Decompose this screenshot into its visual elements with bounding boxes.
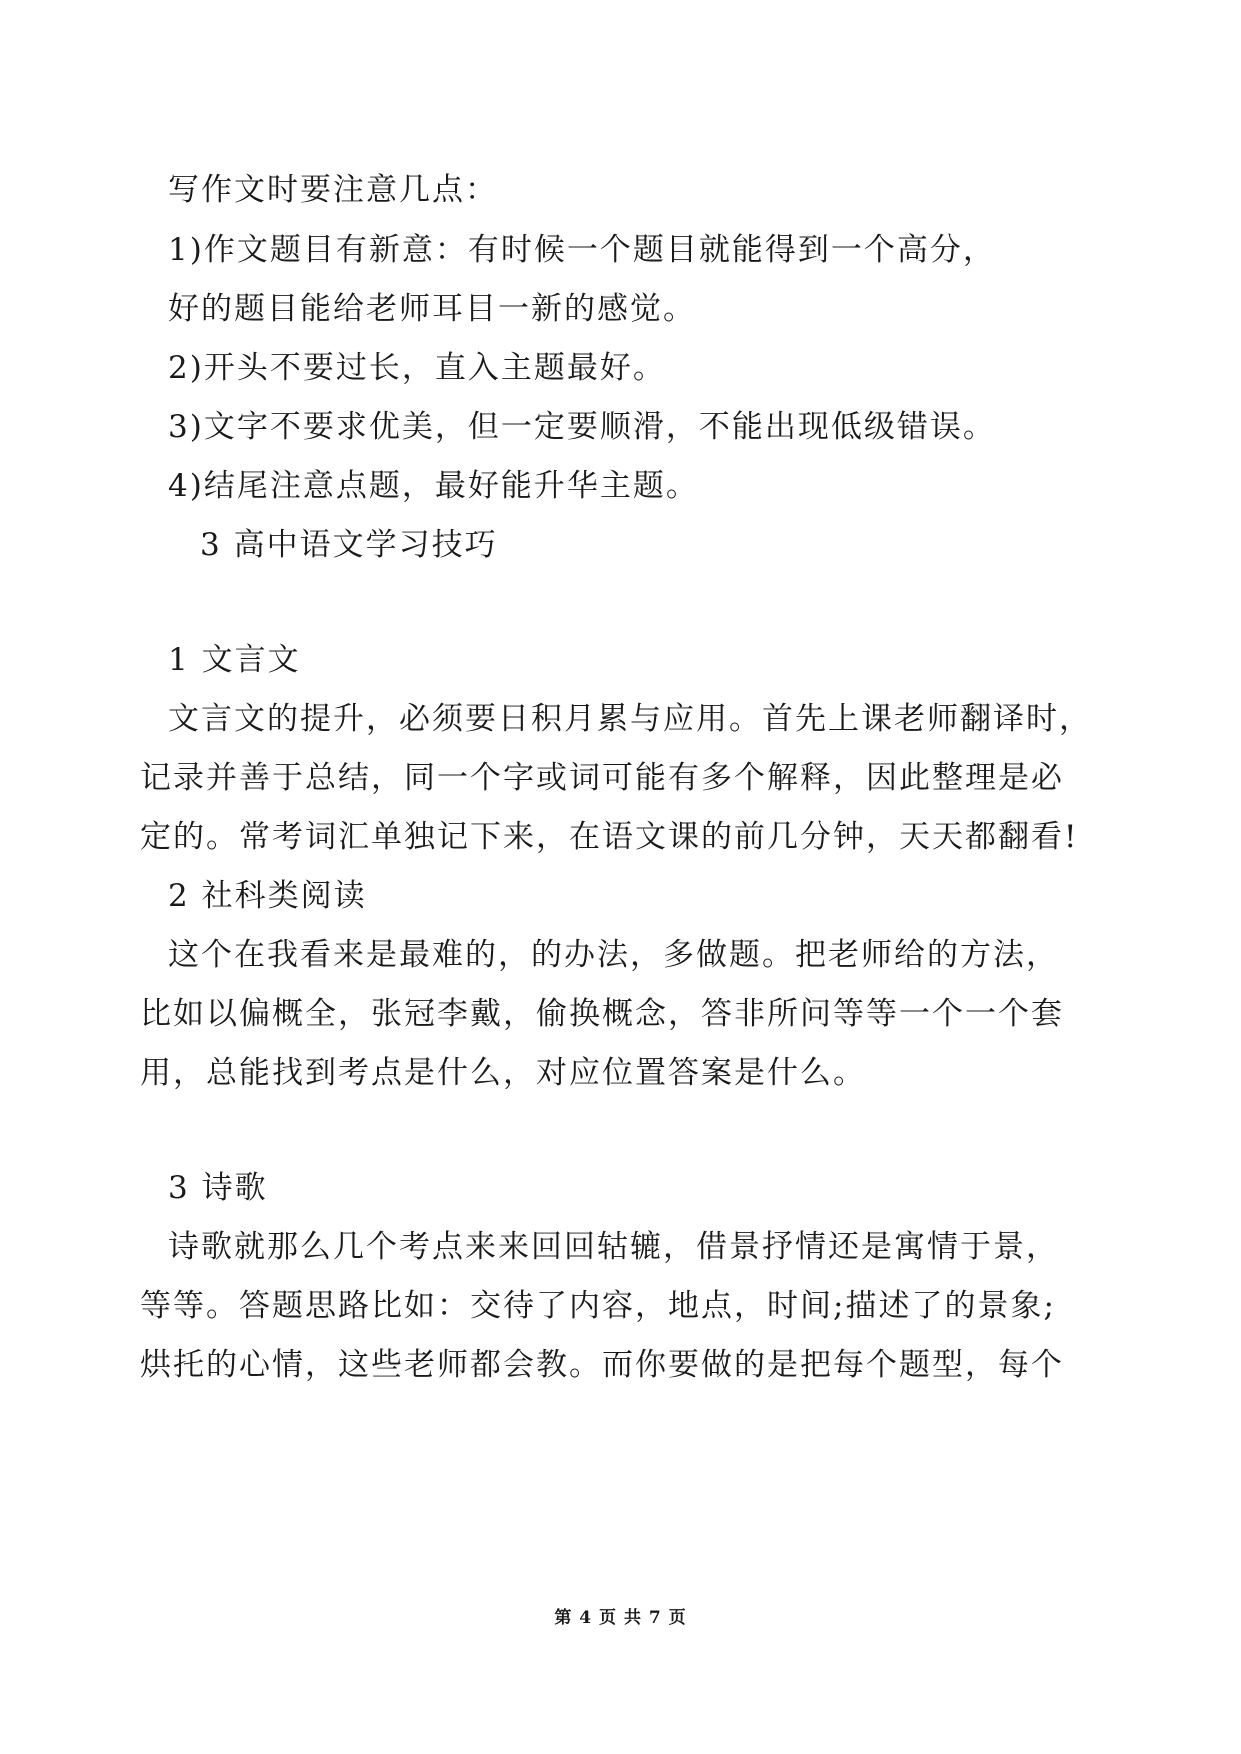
writing-tips-intro: 写作文时要注意几点：	[168, 172, 498, 208]
paragraph-line: 用，总能找到考点是什么，对应位置答案是什么。	[140, 1055, 866, 1091]
paragraph-line: 比如以偏概全，张冠李戴，偷换概念，答非所问等等一个一个套	[140, 996, 1064, 1032]
paragraph-line: 等等。答题思路比如：交待了内容，地点，时间;描述了的景象;	[140, 1288, 1056, 1324]
paragraph-line: 诗歌就那么几个考点来来回回轱辘，借景抒情还是寓情于景，	[168, 1229, 1059, 1265]
tip-1-line-1: 1)作文题目有新意：有时候一个题目就能得到一个高分，	[168, 232, 996, 268]
page-footer: 第 4 页 共 7 页	[554, 1608, 687, 1628]
tip-3: 3)文字不要求优美，但一定要顺滑，不能出现低级错误。	[168, 409, 996, 445]
subheading-poetry: 3 诗歌	[168, 1170, 268, 1206]
subheading-classical-chinese: 1 文言文	[168, 642, 301, 678]
paragraph-line: 记录并善于总结，同一个字或词可能有多个解释，因此整理是必	[140, 760, 1064, 796]
subheading-social-science-reading: 2 社科类阅读	[168, 878, 367, 914]
paragraph-line: 这个在我看来是最难的，的办法，多做题。把老师给的方法，	[168, 937, 1059, 973]
paragraph-line: 烘托的心情，这些老师都会教。而你要做的是把每个题型，每个	[140, 1347, 1064, 1383]
paragraph-line: 文言文的提升，必须要日积月累与应用。首先上课老师翻译时，	[168, 701, 1092, 737]
tip-2: 2)开头不要过长，直入主题最好。	[168, 350, 666, 386]
tip-4: 4)结尾注意点题，最好能升华主题。	[168, 468, 699, 504]
paragraph-line: 定的。常考词汇单独记下来，在语文课的前几分钟，天天都翻看!	[140, 819, 1079, 855]
tip-1-line-2: 好的题目能给老师耳目一新的感觉。	[168, 291, 696, 327]
section-heading: 3 高中语文学习技巧	[200, 527, 498, 563]
